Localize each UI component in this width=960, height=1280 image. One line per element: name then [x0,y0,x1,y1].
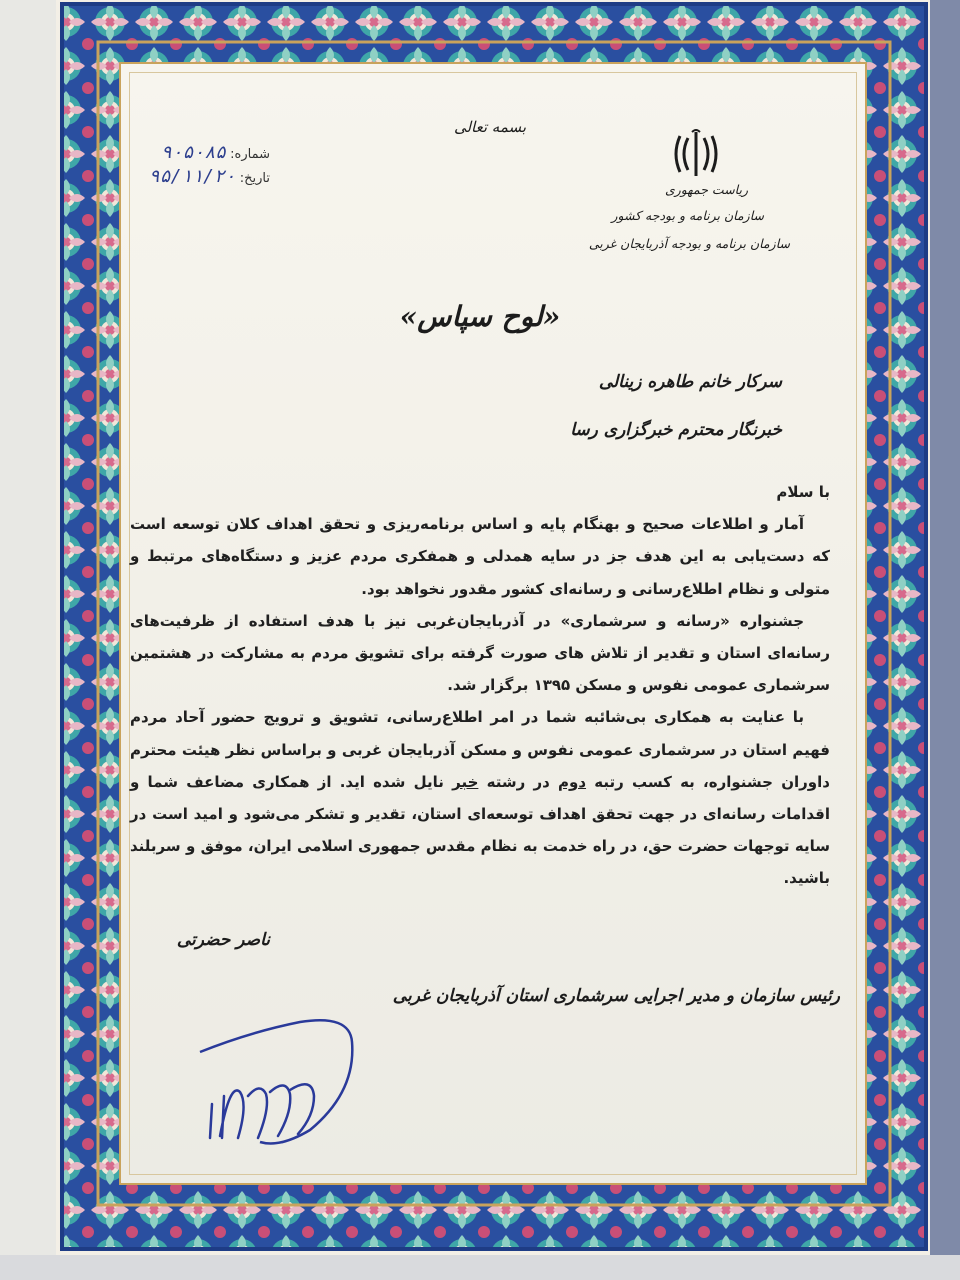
letter-number-row [161,142,270,163]
paragraph-3-part-c: نایل شده اید. از همکاری مضاعف شما و اقدامات رسانه‌ای در جهت تحقق اهداف توسعه‌ای استان، تقدیر و تشکر می‌شود و امید است در سایه توجهات حضرت حق، در راه خدمت به نظام مقدس جمهوری اسلامی ایران، موفق و سربلند باشید. [130,772,830,888]
greeting: با سلام [776,483,830,501]
paragraph-1: آمار و اطلاعات صحیح و بهنگام پایه و اساس برنامه‌ریزی و تحقق اهداف کلان توسعه است که دست‌یابی به این هدف جز در سایه همدلی و همفکری مردم عزیز و دستگاه‌های مرتبط و متولی و نظام اطلاع‌رسانی و رسانه‌ای کشور مقدور نخواهد بود. [130,515,830,598]
rank-value: دوم [558,772,587,791]
field-value: خبر [452,772,479,791]
handwritten-signature [190,1012,370,1152]
paragraph-3-part-b: در رشته [486,772,550,791]
number-label: شماره: [230,147,270,162]
number-value: ۹۰۵۰۸۵ [160,142,227,163]
org-line-provincial: سازمان برنامه و بودجه آذربایجان غربی [588,236,790,251]
letter-body [130,476,830,895]
org-line-presidency: ریاست جمهوری [664,182,748,197]
paragraph-3-part-a: با عنایت به همکاری بی‌شائبه شما در امر اطلاع‌رسانی، تشویق و ترویج حضور آحاد مردم فهیم استان در سرشماری عمومی نفوس و مسکن آذربایجان غربی و براساس نظر هیئت محترم داوران جشنواره، به کسب رتبه [130,708,830,791]
date-value: ۹۵/۱۱/۲۰ [148,166,236,187]
paragraph-2: جشنواره «رسانه و سرشماری» در آذربایجان‌غربی نیز با هدف استفاده از ظرفیت‌های رسانه‌ای استان و تقدیر از تلاش های صورت گرفته برای تشویق مردم به مشارکت در هشتمین سرشماری عمومی نفوس و مسکن ۱۳۹۵ برگزار شد. [130,611,830,695]
addressee-role: خبرنگار محترم خبرگزاری رسا [570,420,782,440]
besmeh-heading: بسمه تعالی [453,118,527,136]
letter-date-row [149,166,270,187]
certificate-title: «لوح سپاس» [399,300,561,333]
signer-title: رئیس سازمان و مدیر اجرایی سرشماری استان آذربایجان غربی [392,986,840,1006]
paragraph-3 [130,701,830,894]
addressee-name: سرکار خانم طاهره زینالی [598,372,782,392]
date-label: تاریخ: [239,171,270,186]
org-line-national: سازمان برنامه و بودجه کشور [611,208,764,223]
iran-emblem-icon [668,126,724,182]
signer-name: ناصر حضرتی [176,930,270,950]
